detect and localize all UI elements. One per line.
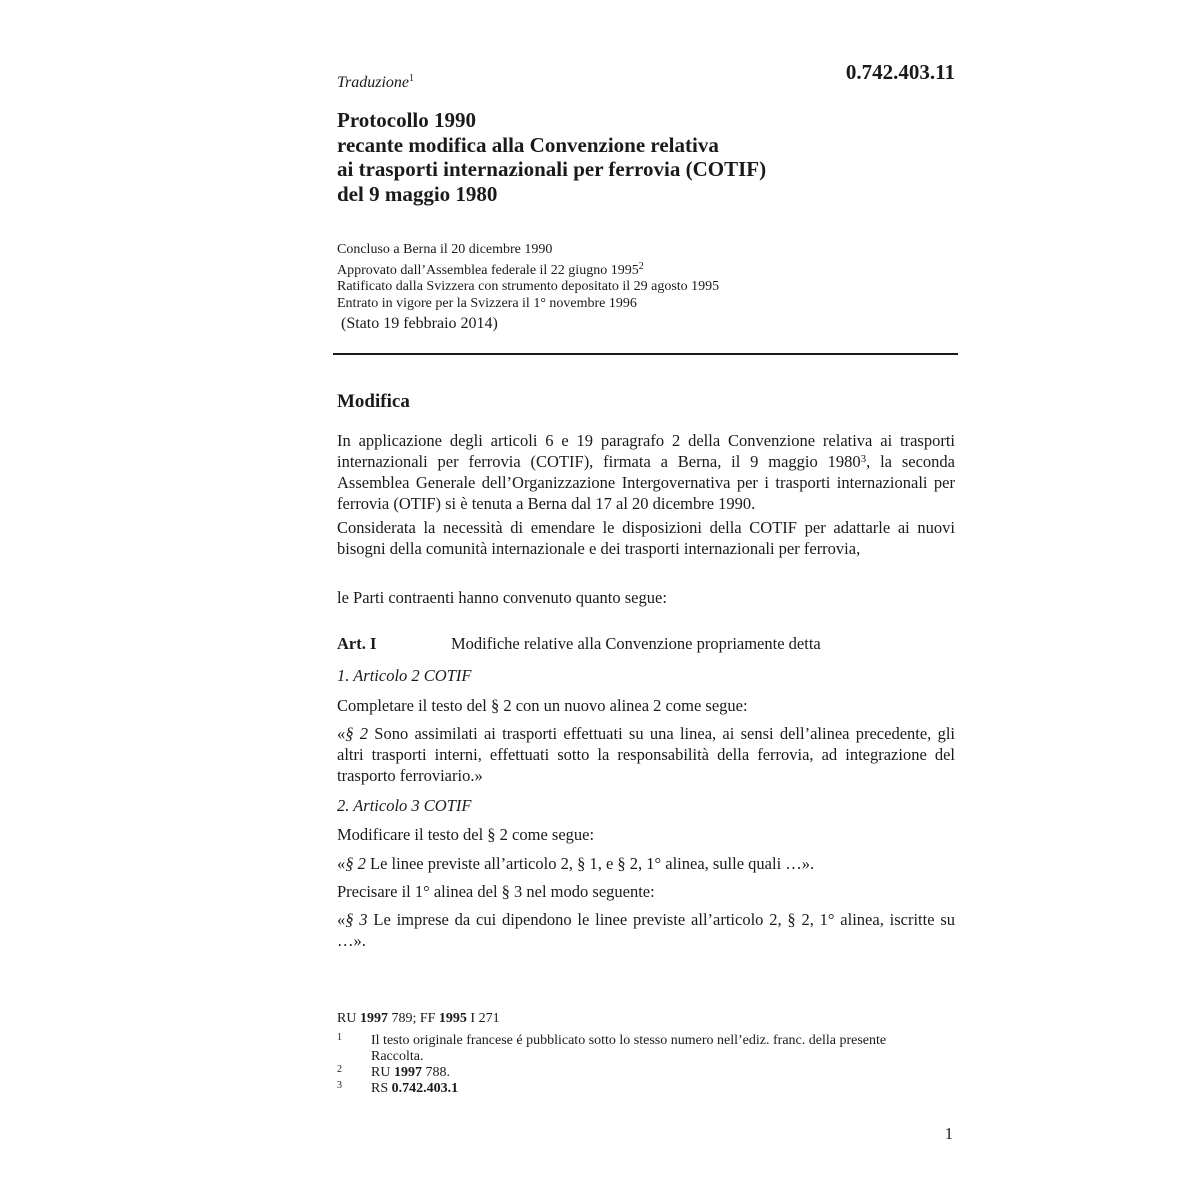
footnote: [337, 1065, 937, 1081]
document-metadata: [337, 242, 719, 312]
footnote: [337, 1033, 937, 1065]
preamble-paragraph: Considerata la necessità di emendare le disposizioni della COTIF per adattarle ai nuovi bisogni della comunità internazionale e dei trasporti internazionali per ferrovia,: [337, 518, 955, 558]
publication-reference: RU 1997 789; FF 1995 I 271: [337, 1011, 500, 1026]
article-number: Art. I: [337, 634, 377, 653]
footnote-number: 1: [337, 1032, 342, 1043]
section-heading: Modifica: [337, 391, 410, 412]
document-title: [337, 108, 766, 206]
body-paragraph: Modificare il testo del § 2 come segue:: [337, 825, 595, 844]
concluded-date: Concluso a Berna il 20 dicembre 1990: [337, 242, 553, 257]
body-paragraph: Precisare il 1° alinea del § 3 nel modo seguente:: [337, 882, 655, 901]
body-paragraph: Completare il testo del § 2 con un nuovo alinea 2 come segue:: [337, 696, 748, 715]
subsection-heading: 1. Articolo 2 COTIF: [337, 666, 472, 685]
in-force-date: Entrato in vigore per la Svizzera il 1° novembre 1996: [337, 295, 637, 311]
article-title: Modifiche relative alla Convenzione propriamente detta: [451, 634, 821, 653]
page-number: 1: [944, 1124, 953, 1143]
footnote-marker: 3: [860, 453, 867, 465]
footnote-marker: 2: [638, 260, 644, 272]
title-line: Protocollo 1990: [337, 108, 477, 132]
footnote-marker: 1: [409, 73, 415, 84]
document-number: 0.742.403.11: [845, 60, 955, 84]
header-divider: [333, 353, 958, 355]
footnote-number: 2: [337, 1064, 342, 1075]
approved-date: Approvato dall’Assemblea federale il 22 giugno 1995$^2$: [337, 260, 644, 278]
preamble-paragraph: In applicazione degli articoli 6 e 19 paragrafo 2 della Convenzione relativa ai trasporti internazionali per ferrovia (COTIF), firmata a Berna, il 9 maggio 1980$^3$, la seconda Assemblea Generale dell’Organizzazione Intergovernativa per i trasporti internazionali per ferrovia (OTIF) si è tenuta a Berna dal 17 al 20 dicembre 1990.: [337, 431, 955, 513]
quoted-paragraph: «§ 2 Le linee previste all’articolo 2, § 1, e § 2, 1° alinea, sulle quali …».: [337, 854, 815, 873]
subsection-heading: 2. Articolo 3 COTIF: [337, 796, 472, 815]
ratified-date: Ratificato dalla Svizzera con strumento depositato il 29 agosto 1995: [337, 279, 720, 294]
translation-label: Traduzione$^1$: [337, 73, 415, 91]
footnote-text: RS 0.742.403.1: [371, 1081, 459, 1096]
title-line: ai trasporti internazionali per ferrovia (COTIF): [337, 157, 767, 181]
preamble-paragraph: le Parti contraenti hanno convenuto quanto segue:: [337, 588, 667, 607]
footnote-number: 3: [337, 1080, 342, 1091]
title-line: del 9 maggio 1980: [337, 181, 498, 206]
quoted-paragraph: «§ 2 Sono assimilati ai trasporti effettuati su una linea, ai sensi dell’alinea precedente, gli altri trasporti interni, effettuati sotto la responsabilità della ferrovia, ad integrazione del trasporto ferroviario.»: [337, 724, 955, 785]
footnote: [337, 1081, 937, 1097]
footnote-text: RU 1997 788.: [371, 1065, 450, 1080]
footnote-text: Il testo originale francese é pubblicato sotto lo stesso numero nell’ediz. franc. della presente Raccolta.: [371, 1033, 887, 1064]
status-date: (Stato 19 febbraio 2014): [341, 315, 498, 332]
quoted-paragraph: «§ 3 Le imprese da cui dipendono le linee previste all’articolo 2, § 2, 1° alinea, iscritte su …».: [337, 910, 956, 950]
title-line: recante modifica alla Convenzione relativa: [337, 132, 719, 157]
